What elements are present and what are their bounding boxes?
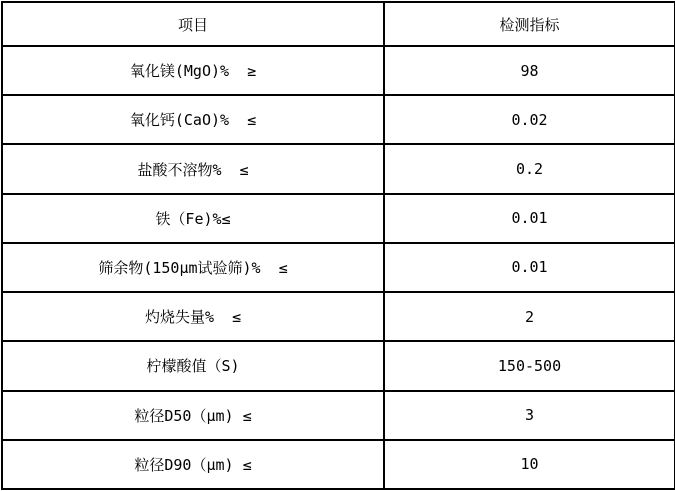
value-cell: 0.2	[384, 144, 675, 193]
item-cell: 铁（Fe)%≤	[2, 194, 384, 243]
item-cell: 粒径D90（μm) ≤	[2, 440, 384, 489]
item-cell: 氧化钙(CaO)% ≤	[2, 95, 384, 144]
table-row	[2, 46, 675, 95]
table-row	[2, 341, 675, 390]
value-cell: 2	[384, 292, 675, 341]
table-row	[2, 95, 675, 144]
table-row	[2, 194, 675, 243]
table-row	[2, 391, 675, 440]
table-row	[2, 292, 675, 341]
item-cell: 灼烧失量% ≤	[2, 292, 384, 341]
value-cell: 10	[384, 440, 675, 489]
value-cell: 3	[384, 391, 675, 440]
product-spec-table	[1, 1, 675, 490]
value-cell: 98	[384, 46, 675, 95]
table-row	[2, 440, 675, 489]
item-cell: 筛余物(150μm试验筛)% ≤	[2, 243, 384, 292]
value-cell: 0.01	[384, 194, 675, 243]
item-cell: 氧化镁(MgO)% ≥	[2, 46, 384, 95]
value-cell: 150-500	[384, 341, 675, 390]
table-row	[2, 243, 675, 292]
value-cell: 0.02	[384, 95, 675, 144]
table-row	[2, 144, 675, 193]
value-cell: 0.01	[384, 243, 675, 292]
column-header-indicator: 检测指标	[384, 2, 675, 46]
table-header-row	[2, 2, 675, 46]
item-cell: 粒径D50（μm) ≤	[2, 391, 384, 440]
item-cell: 柠檬酸值（S)	[2, 341, 384, 390]
item-cell: 盐酸不溶物% ≤	[2, 144, 384, 193]
column-header-item: 项目	[2, 2, 384, 46]
